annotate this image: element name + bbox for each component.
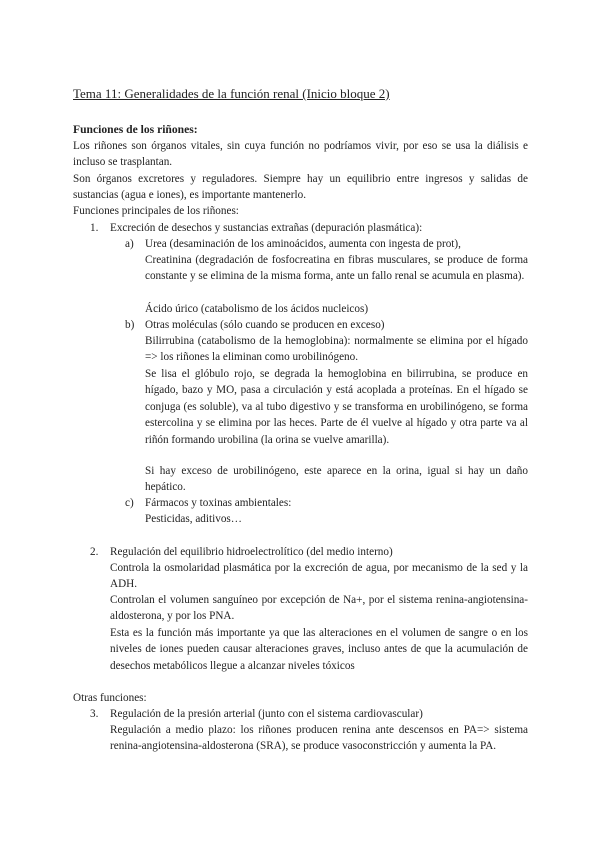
sublist-letter-a: a): [125, 238, 134, 250]
item1-c-heading: Fármacos y toxinas ambientales:: [145, 497, 292, 509]
item1-b-heading: Otras moléculas (sólo cuando se producen en exceso): [145, 319, 385, 331]
item1-a-line-3: Ácido úrico (catabolismo de los ácidos nucleicos): [145, 303, 369, 315]
intro-paragraph-2: Son órganos excretores y reguladores. Siempre hay un equilibrio entre ingresos y salidas de sustancias (agua e iones), es importante mantenerlo.: [73, 173, 528, 202]
section-heading: Funciones de los riñones:: [73, 123, 198, 136]
item2-heading: Regulación del equilibrio hidroelectrolítico (del medio interno): [110, 546, 393, 558]
item2-line-1: Controla la osmolaridad plasmática por la excreción de agua, por mecanismo de la sed y la ADH.: [110, 562, 528, 591]
item1-c-line-1: Pesticidas, aditivos…: [145, 513, 242, 525]
item1-a-line-2: Creatinina (degradación de fosfocreatina en fibras musculares, se produce de forma constante y se elimina de la misma forma, ante un fallo renal se acumula en plasma).: [145, 254, 528, 283]
sublist-letter-b: b): [125, 319, 135, 331]
sublist-letter-c: c): [125, 497, 134, 509]
intro-paragraph-1: Los riñones son órganos vitales, sin cuya función no podríamos vivir, por eso se usa la diálisis e incluso se trasplantan.: [73, 140, 528, 169]
item1-b-line-2: Se lisa el glóbulo rojo, se degrada la hemoglobina en bilirrubina, se produce en hígado, bazo y MO, pasa a circulación y está acoplada a proteínas. En el hígado se conjuga (es soluble), va al tubo digestivo y se transforma en urobilinógeno, se forma estercolina y se elimina por las heces. Parte de él vuelve al hígado y otra parte va al riñón formando urobilina (la orina se vuelve amarilla).: [145, 368, 528, 446]
item1-a-line-1: Urea (desaminación de los aminoácidos, aumenta con ingesta de prot),: [145, 238, 461, 250]
item1-heading: Excreción de desechos y sustancias extrañas (depuración plasmática):: [110, 222, 423, 234]
item3-heading: Regulación de la presión arterial (junto con el sistema cardiovascular): [110, 708, 423, 720]
list-number-1: 1.: [90, 222, 99, 234]
item2-line-2: Controlan el volumen sanguíneo por excepción de Na+, por el sistema renina-angiotensina-aldosterona, y por los PNA.: [110, 594, 528, 623]
intro-paragraph-3: Funciones principales de los riñones:: [73, 205, 239, 217]
other-functions-heading: Otras funciones:: [73, 692, 147, 704]
item3-line-1: Regulación a medio plazo: los riñones producen renina ante descensos en PA=> sistema renina-angiotensina-aldosterona (SRA), se produce vasoconstricción y aumenta la PA.: [110, 724, 528, 753]
page-title: Tema 11: Generalidades de la función renal (Inicio bloque 2): [73, 86, 390, 101]
item1-b-line-3: Si hay exceso de urobilinógeno, este aparece en la orina, igual si hay un daño hepático.: [145, 465, 528, 494]
item1-b-line-1: Bilirrubina (catabolismo de la hemoglobina): normalmente se elimina por el hígado => los riñones la eliminan como urobilinógeno.: [145, 335, 528, 364]
list-number-3: 3.: [90, 708, 99, 720]
item2-line-3: Esta es la función más importante ya que las alteraciones en el volumen de sangre o en los niveles de iones pueden causar alteraciones graves, incluso antes de que la acumulación de desechos metabólicos llegue a alcanzar niveles tóxicos: [110, 627, 528, 672]
list-number-2: 2.: [90, 546, 99, 558]
